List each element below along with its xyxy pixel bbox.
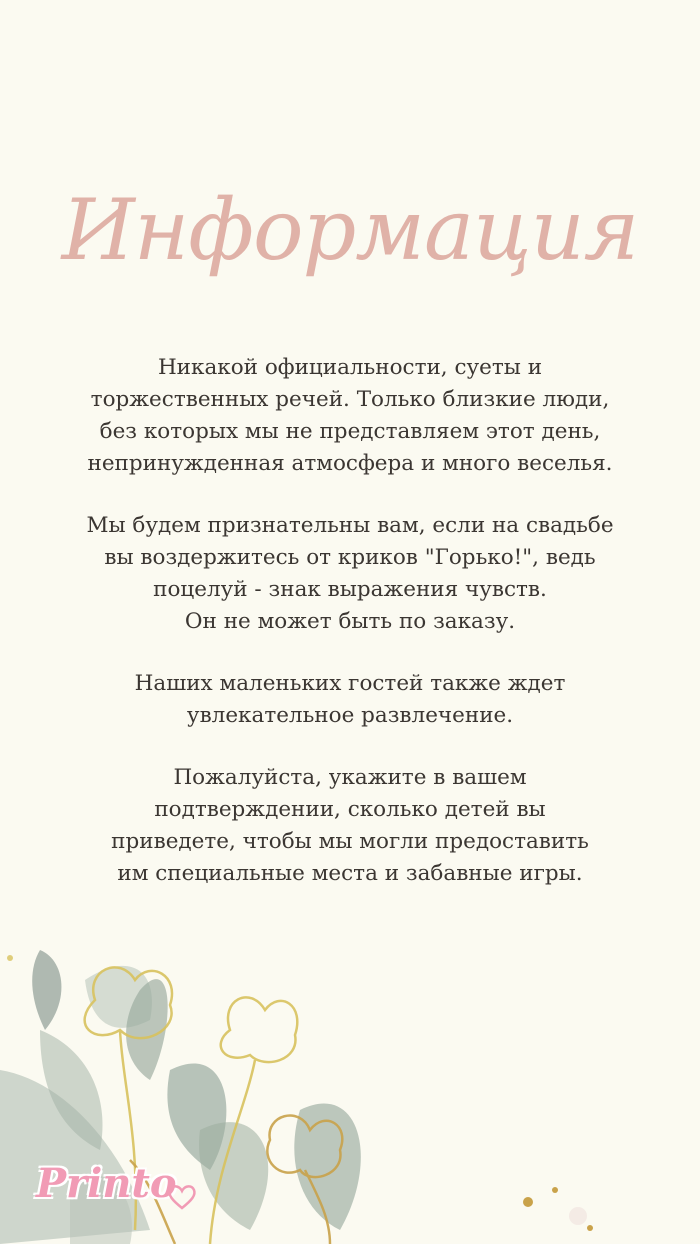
text-line: Наших маленьких гостей также ждет xyxy=(134,671,566,696)
text-line: вы воздержитесь от криков "Горько!", ведь xyxy=(104,545,596,570)
text-line: Пожалуйста, укажите в вашем xyxy=(173,765,527,790)
text-line: поцелуй - знак выражения чувств. xyxy=(153,577,547,602)
text-line: торжественных речей. Только близкие люди, xyxy=(90,387,610,412)
text-line: увлекательное развлечение. xyxy=(186,703,514,728)
text-line: им специальные места и забавные игры. xyxy=(117,861,583,886)
paragraph-3 xyxy=(30,668,670,732)
text-line: без которых мы не представляем этот день, xyxy=(99,419,601,444)
paragraph-4 xyxy=(30,762,670,890)
paragraph-2 xyxy=(30,510,670,638)
text-line: Никакой официальности, суеты и xyxy=(157,355,543,380)
heart-icon xyxy=(166,1182,198,1210)
paragraph-1 xyxy=(30,352,670,480)
text-line: приведете, чтобы мы могли предоставить xyxy=(111,829,589,854)
text-line: непринужденная атмосфера и много веселья. xyxy=(87,451,613,476)
printo-watermark: Printo xyxy=(36,1160,177,1207)
body-text xyxy=(30,352,670,920)
text-line: Он не может быть по заказу. xyxy=(184,609,516,634)
text-line: Мы будем признательны вам, если на свадьбе xyxy=(86,513,614,538)
text-line: подтверждении, сколько детей вы xyxy=(154,797,546,822)
page-title: Информация xyxy=(61,181,639,279)
